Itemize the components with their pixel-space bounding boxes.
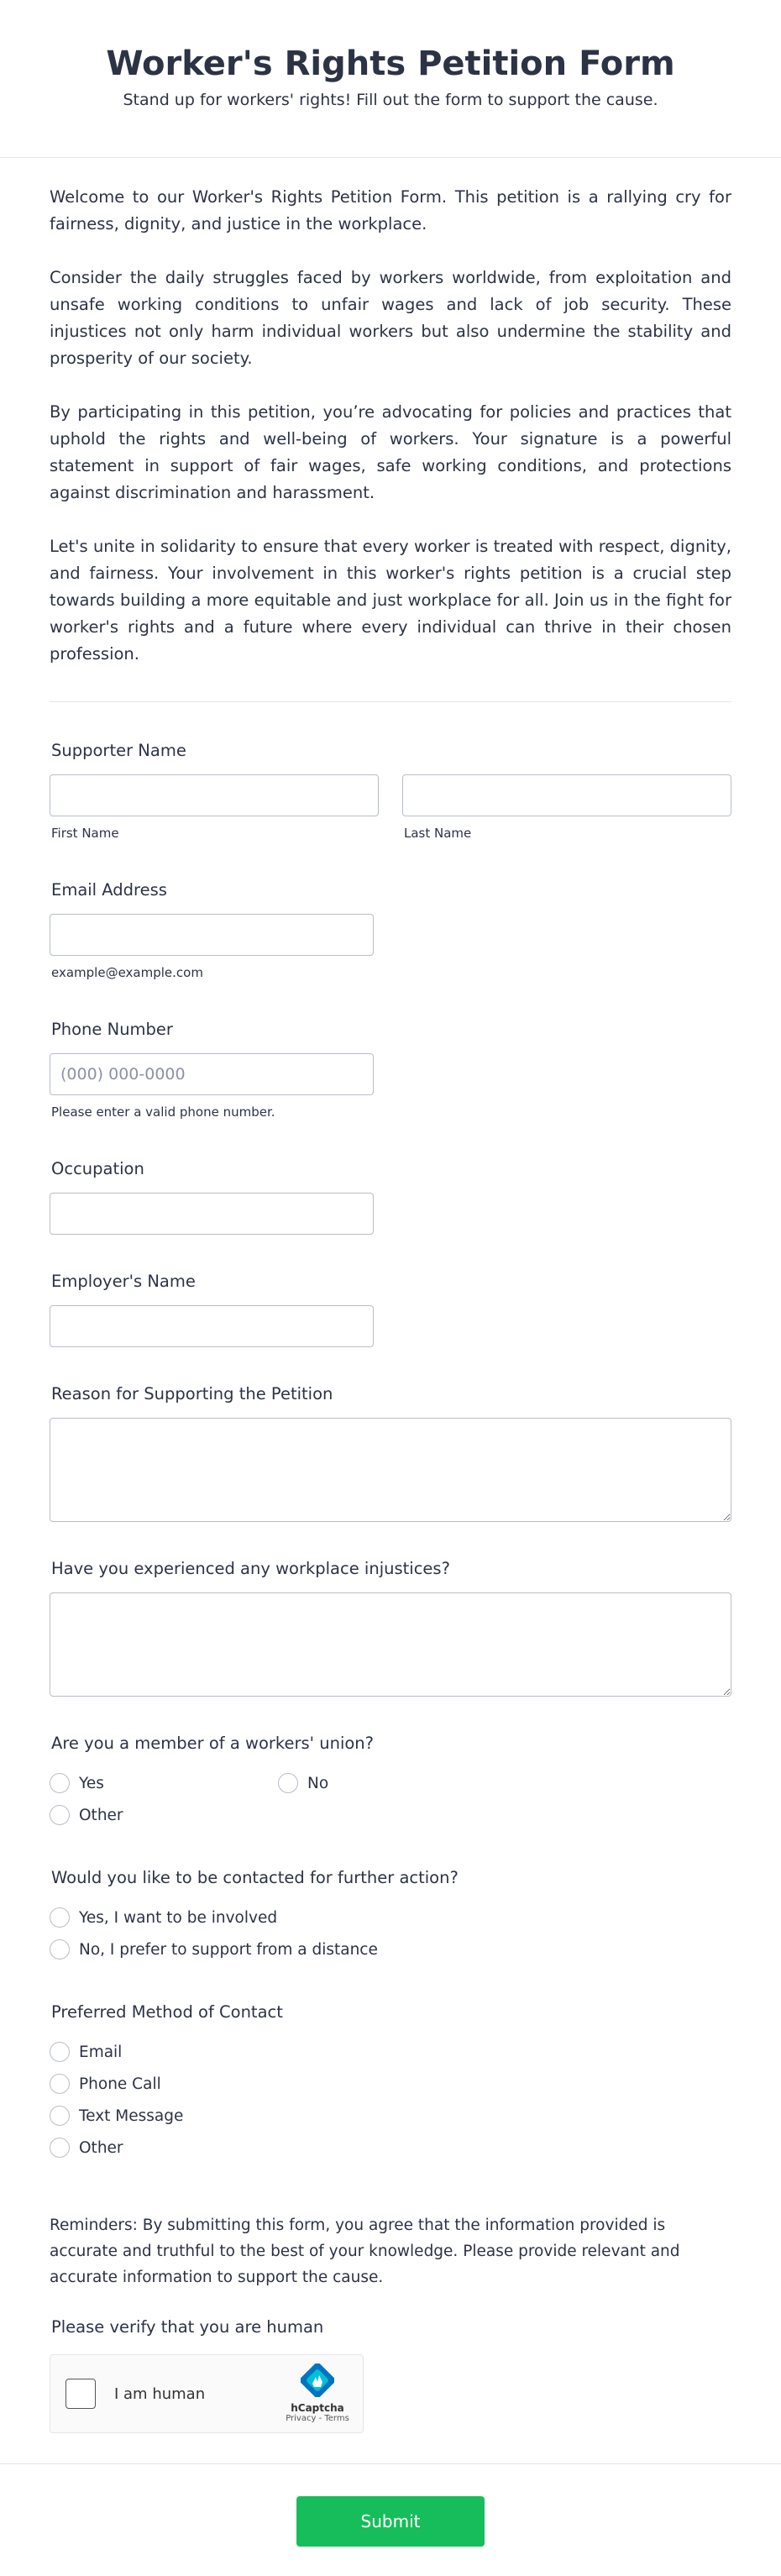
- union-options: [50, 1767, 731, 1831]
- submit-button[interactable]: Submit: [296, 2496, 485, 2547]
- contact-further-options: [50, 1902, 731, 1965]
- divider: [50, 701, 731, 702]
- last-name-input[interactable]: [402, 774, 731, 816]
- reason-label: Reason for Supporting the Petition: [51, 1384, 333, 1403]
- supporter-name-field: [50, 739, 731, 842]
- captcha-text: I am human: [114, 2385, 206, 2403]
- reason-field-group: [50, 1382, 731, 1522]
- radio-button[interactable]: [50, 2106, 70, 2126]
- reason-textarea[interactable]: [50, 1418, 731, 1522]
- option-label: Email: [79, 2043, 123, 2061]
- phone-field-group: [50, 1018, 731, 1120]
- occupation-label: Occupation: [51, 1159, 144, 1178]
- contact-method-option-phone[interactable]: [50, 2068, 731, 2100]
- name-inputs: [50, 774, 731, 842]
- intro-text: [50, 158, 731, 668]
- hcaptcha-brand: hCaptcha: [291, 2402, 344, 2414]
- radio-button[interactable]: [50, 1773, 70, 1793]
- supporter-name-label: Supporter Name: [51, 741, 186, 760]
- first-name-col: [50, 774, 379, 842]
- first-name-hint: First Name: [51, 826, 119, 841]
- form-header: [0, 0, 781, 158]
- option-label: No: [307, 1774, 329, 1792]
- email-input[interactable]: [50, 914, 374, 956]
- email-label: Email Address: [51, 880, 167, 900]
- page-title: Worker's Rights Petition Form: [106, 45, 675, 83]
- page-subtitle: Stand up for workers' rights! Fill out the form to support the cause.: [123, 91, 658, 109]
- last-name-hint: Last Name: [404, 826, 472, 841]
- option-label: Other: [79, 1806, 123, 1824]
- phone-hint: Please enter a valid phone number.: [51, 1104, 275, 1120]
- intro-paragraph-3: By participating in this petition, you’re advocating for policies and practices that uphold the rights and well-being of workers. Your signature is a powerful statement in support of fair wages, safe working conditions, and protections against discrimination and harassment.: [50, 402, 731, 502]
- email-hint: example@example.com: [51, 965, 203, 980]
- occupation-field-group: [50, 1157, 731, 1235]
- contact-further-label: Would you like to be contacted for further action?: [51, 1868, 459, 1887]
- phone-label: Phone Number: [51, 1020, 173, 1039]
- reminder-text: Reminders: By submitting this form, you agree that the information provided is accurate and truthful to the best of your knowledge. Please provide relevant and accurate information to support the cause.: [50, 2217, 680, 2286]
- hcaptcha-logo: [284, 2364, 351, 2423]
- union-option-no[interactable]: [278, 1767, 506, 1799]
- radio-button[interactable]: [278, 1773, 298, 1793]
- form-content: [50, 158, 731, 2433]
- contact-method-option-email[interactable]: [50, 2036, 731, 2068]
- employer-label: Employer's Name: [51, 1272, 196, 1291]
- union-label: Are you a member of a workers' union?: [51, 1734, 375, 1753]
- employer-field-group: [50, 1270, 731, 1347]
- radio-button[interactable]: [50, 2138, 70, 2158]
- union-field-group: [50, 1732, 731, 1831]
- intro-paragraph-2: Consider the daily struggles faced by workers worldwide, from exploitation and unsafe working conditions to unfair wages and lack of job security. These injustices not only harm individual workers but also undermine the stability and prosperity of our society.: [50, 268, 731, 368]
- captcha-label: Please verify that you are human: [51, 2317, 324, 2337]
- union-option-other[interactable]: [50, 1799, 278, 1831]
- form-footer: [0, 2463, 781, 2576]
- radio-button[interactable]: [50, 1805, 70, 1825]
- injustices-textarea[interactable]: [50, 1592, 731, 1697]
- radio-button[interactable]: [50, 2074, 70, 2094]
- injustices-field-group: [50, 1557, 731, 1697]
- phone-input[interactable]: [50, 1053, 374, 1095]
- option-label: Phone Call: [79, 2075, 161, 2093]
- contact-further-field-group: [50, 1866, 731, 1965]
- option-label: Yes, I want to be involved: [79, 1908, 278, 1927]
- option-label: No, I prefer to support from a distance: [79, 1940, 378, 1959]
- first-name-input[interactable]: [50, 774, 379, 816]
- intro-paragraph-4: Let's unite in solidarity to ensure that every worker is treated with respect, dignity, and fairness. Your involvement in this worker's rights petition is a crucial step towards building a more equitable and just workplace for all. Join us in the fight for worker's rights and a future where every individual can thrive in their chosen profession.: [50, 537, 731, 664]
- hcaptcha-widget: [50, 2354, 364, 2433]
- email-field-group: [50, 879, 731, 981]
- radio-button[interactable]: [50, 2042, 70, 2062]
- employer-input[interactable]: [50, 1305, 374, 1347]
- contact-method-option-other[interactable]: [50, 2132, 731, 2164]
- option-label: Yes: [79, 1774, 104, 1792]
- contact-method-option-text[interactable]: [50, 2100, 731, 2132]
- last-name-col: [402, 774, 731, 842]
- contact-method-options: [50, 2036, 731, 2164]
- radio-button[interactable]: [50, 1939, 70, 1960]
- hcaptcha-icon: [301, 2364, 334, 2397]
- contact-further-option-yes[interactable]: [50, 1902, 731, 1933]
- union-option-yes[interactable]: [50, 1767, 278, 1799]
- radio-button[interactable]: [50, 1907, 70, 1928]
- contact-further-option-no[interactable]: [50, 1933, 731, 1965]
- intro-paragraph-1: Welcome to our Worker's Rights Petition Form. This petition is a rallying cry for fairness, dignity, and justice in the workplace.: [50, 187, 731, 233]
- hcaptcha-links[interactable]: Privacy - Terms: [286, 2414, 349, 2423]
- captcha-checkbox[interactable]: [66, 2379, 96, 2409]
- contact-method-field-group: [50, 2001, 731, 2164]
- contact-method-label: Preferred Method of Contact: [51, 2002, 283, 2022]
- option-label: Text Message: [79, 2106, 184, 2125]
- occupation-input[interactable]: [50, 1193, 374, 1235]
- injustices-label: Have you experienced any workplace injustices?: [51, 1559, 450, 1578]
- option-label: Other: [79, 2138, 123, 2157]
